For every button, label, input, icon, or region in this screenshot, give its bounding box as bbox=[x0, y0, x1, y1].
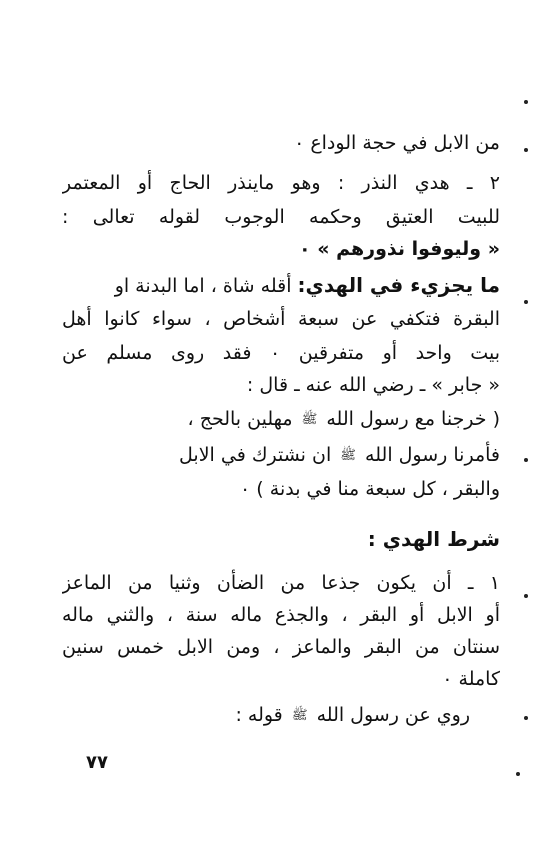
margin-dot bbox=[524, 594, 528, 598]
margin-dot bbox=[524, 148, 528, 152]
text-line-4: « وليوفوا نذورهم » ٠ bbox=[298, 238, 500, 260]
margin-dot bbox=[524, 100, 528, 104]
text-line-13: ١ ـ أن يكون جذعا من الضأن وثنيا من الماعز bbox=[62, 572, 500, 594]
page-number: ٧٧ bbox=[86, 752, 108, 773]
honorific-glyph: ﷺ bbox=[301, 412, 318, 427]
text-line-5: ما يجزيء في الهدي: أقله شاة ، اما البدنة او bbox=[114, 273, 500, 297]
text-line-11: والبقر ، كل سبعة منا في بدنة ) ٠ bbox=[240, 478, 500, 500]
text-line-6: البقرة فتكفي عن سبعة أشخاص ، سواء كانوا أهل bbox=[62, 308, 500, 330]
margin-dot bbox=[524, 716, 528, 720]
text-line-17: روي عن رسول الله ﷺ قوله : bbox=[62, 700, 470, 730]
text-line-1: من الابل في حجة الوداع ٠ bbox=[294, 132, 500, 154]
text-line-3: للبيت العتيق وحكمه الوجوب لقوله تعالى : bbox=[62, 206, 500, 228]
margin-dot bbox=[524, 300, 528, 304]
text-line-14: أو الابل أو البقر ، والجذع ماله سنة ، والثني ماله bbox=[62, 604, 500, 626]
heading-what-suffices: ما يجزيء في الهدي: bbox=[297, 273, 500, 297]
text-line-12 bbox=[62, 524, 500, 554]
honorific-glyph: ﷺ bbox=[340, 448, 356, 463]
heading-conditions: شرط الهدي : bbox=[367, 527, 500, 551]
text-line-16: كاملة ٠ bbox=[442, 668, 500, 690]
text-line-2: ٢ ـ هدي النذر : وهو ماينذر الحاج أو المعتمر bbox=[62, 172, 500, 194]
text-line-8: « جابر » ـ رضي الله عنه ـ قال : bbox=[246, 374, 500, 396]
text-line-7: بيت واحد أو متفرقين ٠ فقد روى مسلم عن bbox=[62, 342, 500, 364]
honorific-glyph: ﷺ bbox=[291, 708, 308, 723]
text-line-15: سنتان من البقر والماعز ، ومن الابل خمس سنين bbox=[62, 636, 500, 658]
margin-dot bbox=[516, 772, 520, 776]
margin-dot bbox=[524, 458, 528, 462]
text-line-10: فأمرنا رسول الله ﷺ ان نشترك في الابل bbox=[62, 440, 500, 470]
text-line-9: ( خرجنا مع رسول الله ﷺ مهلين بالحج ، bbox=[62, 404, 500, 434]
